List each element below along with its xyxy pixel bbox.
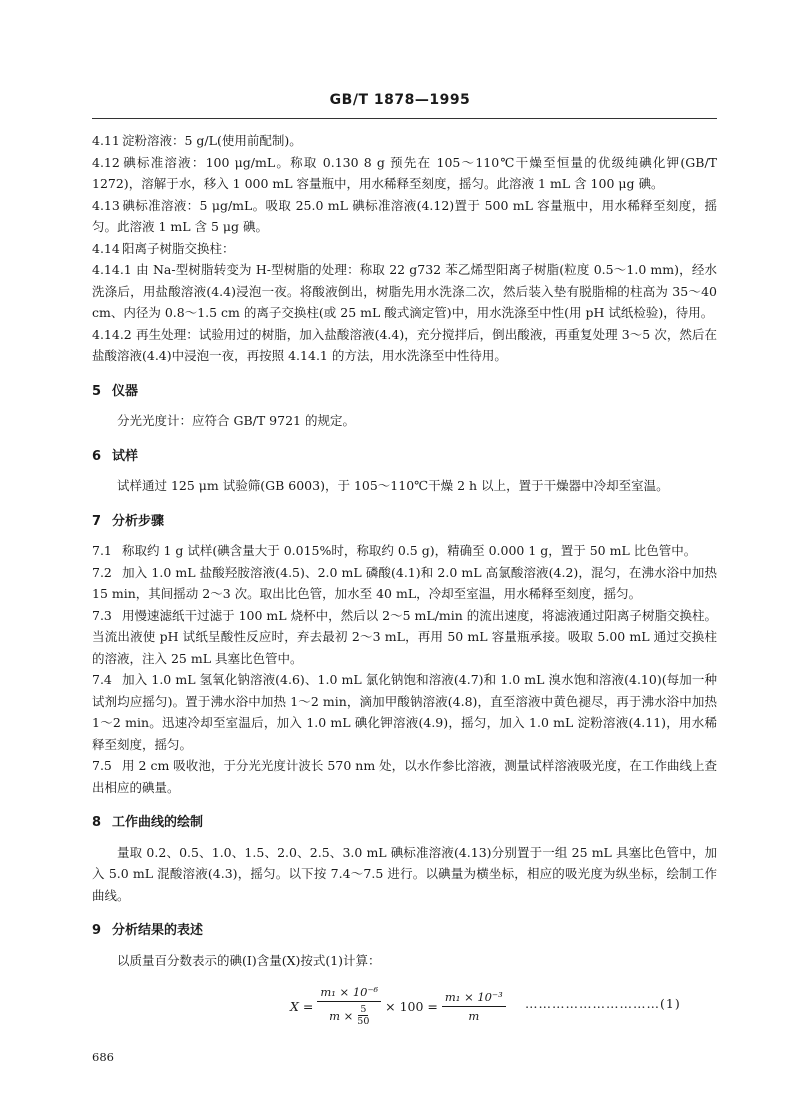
clause-text: 碘标准溶液：100 μg/mL。称取 0.130 8 g 预先在 105～110℃干燥至恒量的优级纯碘化钾(GB/T 1272)，溶解于水，移入 1 000 mL 容量瓶中，用水稀释至刻度，摇匀。此溶液 1 mL 含 100 μg 碘。 bbox=[92, 154, 717, 191]
section-number: 7 bbox=[92, 513, 102, 529]
step-7-4 bbox=[92, 669, 717, 755]
fraction-denominator bbox=[329, 1002, 369, 1027]
clause-4-14-2 bbox=[92, 324, 717, 367]
equation-number: …………………………(1) bbox=[525, 996, 681, 1011]
clause-4-11 bbox=[92, 130, 717, 152]
section-heading-9 bbox=[92, 920, 717, 942]
section-5-body: 分光光度计：应符合 GB/T 9721 的规定。 bbox=[117, 413, 355, 428]
clause-number: 4.13 bbox=[92, 197, 120, 213]
dilution-denominator: 50 bbox=[357, 1016, 370, 1027]
page-number: 686 bbox=[92, 1050, 114, 1064]
step-number: 7.2 bbox=[92, 564, 112, 580]
clause-4-14-1 bbox=[92, 259, 717, 324]
clause-4-14 bbox=[92, 238, 717, 260]
dilution-numerator: 5 bbox=[360, 1004, 367, 1015]
header-divider bbox=[92, 118, 717, 119]
clause-text: 碘标准溶液：5 μg/mL。吸取 25.0 mL 碘标准溶液(4.12)置于 500 mL 容量瓶中，用水稀释至刻度，摇匀。此溶液 1 mL 含 5 μg 碘。 bbox=[92, 197, 717, 234]
clause-number: 4.14 bbox=[92, 240, 120, 256]
section-9-body: 以质量百分数表示的碘(I)含量(X)按式(1)计算： bbox=[117, 952, 381, 968]
step-number: 7.1 bbox=[92, 543, 112, 558]
section-number: 8 bbox=[92, 815, 102, 830]
section-number: 9 bbox=[92, 923, 102, 938]
section-heading-8 bbox=[92, 812, 717, 834]
section-heading-7 bbox=[92, 511, 717, 533]
step-text: 用 2 cm 吸收池，于分光光度计波长 570 nm 处，以水作参比溶液，测量试样溶液吸光度，在工作曲线上查出相应的碘量。 bbox=[92, 758, 717, 795]
section-title: 分析步骤 bbox=[112, 513, 165, 529]
clause-text: 阳离子树脂交换柱： bbox=[122, 240, 235, 256]
clause-number: 4.11 bbox=[92, 133, 120, 148]
formula-fraction-1 bbox=[317, 985, 381, 1027]
fraction-numerator: m₁ × 10⁻³ bbox=[442, 990, 506, 1007]
step-text: 用慢速滤纸干过滤于 100 mL 烧杯中，然后以 2～5 mL/min 的流出速度，将滤液通过阳离子树脂交换柱。当流出液使 pH 试纸呈酸性反应时，弃去最初 2～3 mL，再用 50 mL 容量瓶承接。吸取 5.00 mL 通过交换柱的溶液，注入 25 mL 具塞比色管中。 bbox=[92, 607, 717, 666]
step-number: 7.3 bbox=[92, 607, 112, 623]
section-title: 仪器 bbox=[112, 383, 139, 399]
clause-text: 由 Na-型树脂转变为 H-型树脂的处理：称取 22 g732 苯乙烯型阳离子树脂(粒度 0.5～1.0 mm)，经水洗涤后，用盐酸溶液(4.4)浸泡一夜。将酸液倒出，树脂先用水洗涤二次，然后装入垫有脱脂棉的柱高为 35～40 cm、内径为 0.8～1.5 cm 的离子交换柱(或 25 mL 酸式滴定管)中，用水洗涤至中性(用 pH 试纸检验)，待用。 bbox=[92, 262, 717, 320]
section-title: 分析结果的表述 bbox=[112, 923, 204, 938]
step-number: 7.5 bbox=[92, 758, 112, 773]
fraction-denominator: m bbox=[468, 1008, 480, 1023]
clause-4-12 bbox=[92, 152, 717, 195]
clause-4-13 bbox=[92, 195, 717, 238]
fraction-numerator: m₁ × 10⁻⁶ bbox=[317, 985, 381, 1002]
iodine-content-formula bbox=[290, 985, 510, 1027]
section-6-body: 试样通过 125 μm 试验筛(GB 6003)，于 105～110℃干燥 2 h 以上，置于干燥器中冷却至室温。 bbox=[117, 478, 669, 493]
section-heading-6 bbox=[92, 446, 717, 468]
step-7-2 bbox=[92, 562, 717, 605]
step-text: 称取约 1 g 试样(碘含量大于 0.015%时，称取约 0.5 g)，精确至 0.000 1 g，置于 50 mL 比色管中。 bbox=[122, 543, 697, 558]
section-8-body: 量取 0.2、0.5、1.0、1.5、2.0、2.5、3.0 mL 碘标准溶液(4.13)分别置于一组 25 mL 具塞比色管中，加入 5.0 mL 混酸溶液(4.3)，摇匀。以下按 7.4～7.5 进行。以碘量为横坐标，相应的吸光度为纵坐标，绘制工作曲线。 bbox=[92, 844, 717, 903]
clause-number: 4.14.1 bbox=[92, 262, 132, 277]
section-title: 试样 bbox=[112, 448, 139, 464]
clause-number: 4.14.2 bbox=[92, 326, 132, 342]
formula-fraction-2 bbox=[442, 990, 506, 1023]
denominator-mass: m × bbox=[329, 1008, 354, 1023]
section-title: 工作曲线的绘制 bbox=[112, 815, 204, 830]
section-number: 5 bbox=[92, 383, 102, 399]
step-number: 7.4 bbox=[92, 672, 112, 687]
clause-text: 再生处理：试验用过的树脂，加入盐酸溶液(4.4)，充分搅拌后，倒出酸液，再重复处理 3～5 次，然后在盐酸溶液(4.4)中浸泡一夜，再按照 4.14.1 的方法，用水洗涤至中性待用。 bbox=[92, 326, 717, 363]
clause-number: 4.12 bbox=[92, 154, 120, 170]
step-text: 加入 1.0 mL 氢氧化钠溶液(4.6)、1.0 mL 氯化钠饱和溶液(4.7)和 1.0 mL 溴水饱和溶液(4.10)(每加一种试剂均应摇匀)。置于沸水浴中加热 1～2 min，滴加甲酸钠溶液(4.8)，直至溶液中黄色褪尽，再于沸水浴中加热 1～2 min。迅速冷却至室温后，加入 1.0 mL 碘化钾溶液(4.9)，摇匀，加入 1.0 mL 淀粉溶液(4.11)，用水稀释至刻度，摇匀。 bbox=[92, 672, 717, 752]
step-7-5 bbox=[92, 755, 717, 798]
document-body bbox=[92, 130, 717, 975]
standard-code-header: GB/T 1878—1995 bbox=[329, 92, 471, 108]
step-7-3 bbox=[92, 605, 717, 670]
section-number: 6 bbox=[92, 448, 102, 464]
step-text: 加入 1.0 mL 盐酸羟胺溶液(4.5)、2.0 mL 磷酸(4.1)和 2.0 mL 高氯酸溶液(4.2)，混匀，在沸水浴中加热 15 min，其间摇动 2～3 次。取出比色管，加水至 40 mL，冷却至室温，用水稀释至刻度，摇匀。 bbox=[92, 564, 717, 601]
formula-middle: × 100 = bbox=[385, 998, 438, 1014]
dilution-fraction bbox=[357, 1004, 369, 1027]
section-heading-5 bbox=[92, 381, 717, 403]
formula-lhs: X = bbox=[290, 998, 314, 1014]
clause-text: 淀粉溶液：5 g/L(使用前配制)。 bbox=[122, 133, 302, 148]
step-7-1 bbox=[92, 540, 717, 562]
